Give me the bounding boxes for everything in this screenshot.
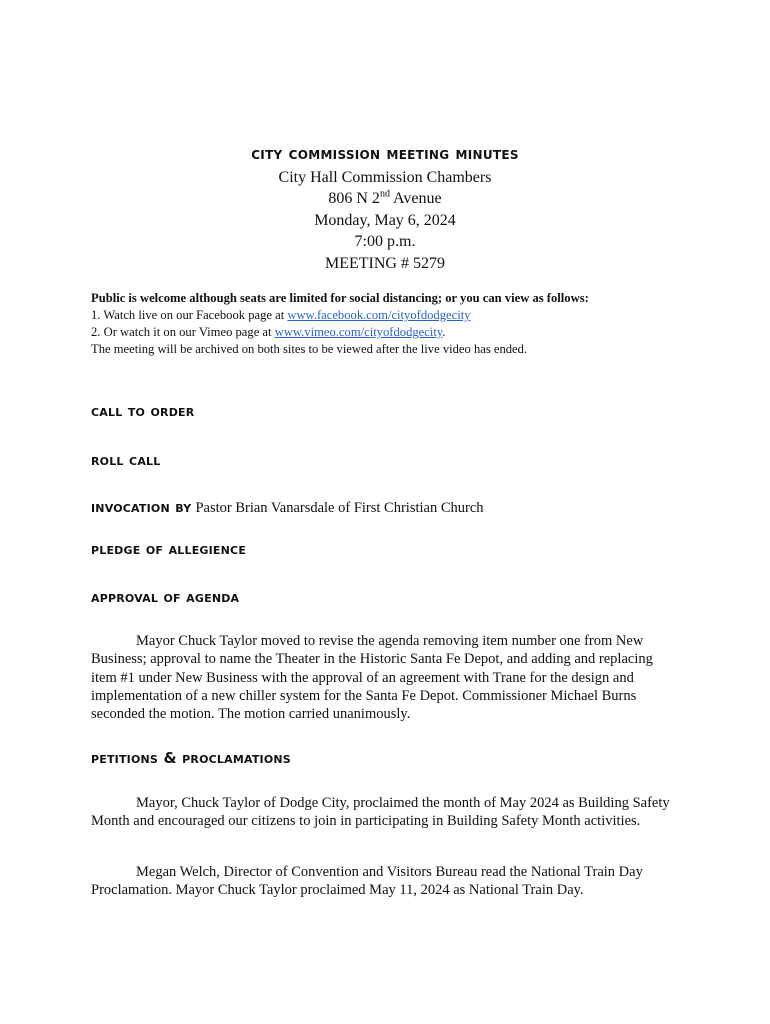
document-title: city commission meeting minutes bbox=[251, 144, 519, 163]
meeting-date: Monday, May 6, 2024 bbox=[314, 211, 456, 229]
address-suffix: Avenue bbox=[389, 190, 442, 208]
vimeo-prefix: 2. Or watch it on our Vimeo page at bbox=[91, 325, 275, 339]
address-prefix: 806 N 2 bbox=[328, 190, 380, 208]
meeting-number: MEETING # 5279 bbox=[325, 254, 445, 272]
roll-call-heading: roll call bbox=[91, 451, 161, 469]
vimeo-suffix: . bbox=[442, 325, 446, 339]
meeting-location: City Hall Commission Chambers bbox=[278, 169, 492, 186]
pledge-heading: pledge of allegience bbox=[91, 540, 247, 558]
approval-of-agenda-text: Mayor Chuck Taylor moved to revise the agenda removing item number one from New Business; approval to name the Theater in the Historic Santa Fe Depot, and adding and replacing item #1 under New Business with the approval of an agreement with Trane for the design and implementation of a new chiller system for the Santa Fe Depot. Commissioner Michael Burns seconded the motion. The motion carried unanimously. bbox=[91, 633, 653, 723]
facebook-link[interactable]: www.facebook.com/cityofdodgecity bbox=[287, 308, 471, 322]
public-notice bbox=[91, 290, 691, 358]
notice-archive-line: The meeting will be archived on both sites to be viewed after the live video has ended. bbox=[91, 342, 528, 356]
invocation-label: invocation by bbox=[91, 498, 192, 516]
notice-facebook-line bbox=[91, 307, 691, 324]
approval-of-agenda-heading: approval of agenda bbox=[91, 588, 240, 606]
meeting-address bbox=[0, 188, 770, 209]
meeting-time: 7:00 p.m. bbox=[354, 233, 416, 251]
address-superscript: nd bbox=[379, 189, 390, 201]
petitions-paragraph-2: Megan Welch, Director of Convention and Visitors Bureau read the National Train Day Proclamation. Mayor Chuck Taylor proclaimed May 11, 2024 as National Train Day. bbox=[91, 864, 643, 899]
invocation-heading bbox=[91, 498, 484, 517]
facebook-prefix: 1. Watch live on our Facebook page at bbox=[91, 308, 288, 322]
call-to-order-heading: call to order bbox=[91, 402, 195, 420]
notice-bold-line: Public is welcome although seats are limited for social distancing; or you can view as follows: bbox=[91, 291, 589, 305]
invocation-by-text: Pastor Brian Vanarsdale of First Christian Church bbox=[195, 500, 484, 516]
petitions-proclamations-heading: petitions & proclamations bbox=[91, 749, 291, 767]
meeting-header bbox=[0, 143, 770, 274]
petitions-paragraph-1: Mayor, Chuck Taylor of Dodge City, proclaimed the month of May 2024 as Building Safety Month and encouraged our citizens to join in participating in Building Safety Month activities. bbox=[91, 795, 670, 830]
vimeo-link[interactable]: www.vimeo.com/cityofdodgecity bbox=[274, 325, 443, 339]
notice-vimeo-line bbox=[91, 324, 691, 341]
